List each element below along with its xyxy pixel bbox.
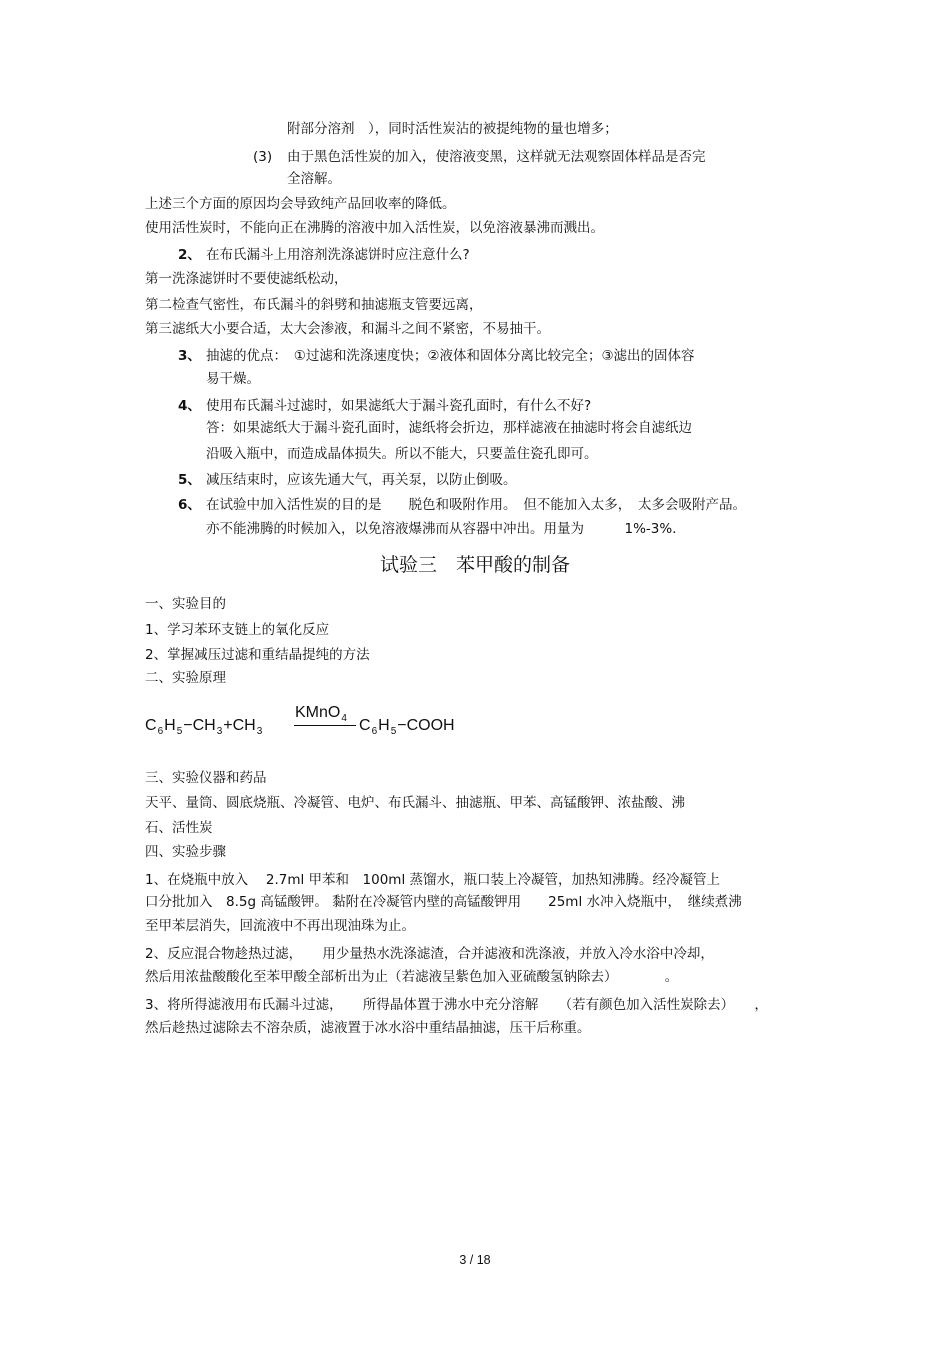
text-line: 上述三个方面的原因均会导致纯产品回收率的降低。 — [145, 196, 456, 212]
reaction-arrow — [294, 725, 356, 726]
question-line: 在布氏漏斗上用溶剂洗涤滤饼时应注意什么? — [206, 247, 470, 263]
text-line: 沿吸入瓶中，而造成晶体损失。所以不能大，只要盖住瓷孔即可。 — [206, 446, 598, 462]
text-line: 石、活性炭 — [145, 820, 213, 836]
item-number: (3) — [253, 149, 273, 165]
item-number: 4、 — [178, 398, 201, 414]
text-line: 1、在烧瓶中放入 2.7ml 甲苯和 100ml 蒸馏水，瓶口装上冷凝管，加热知沸腾。经冷凝管上 — [145, 872, 721, 888]
text-line: 在试验中加入活性炭的目的是 脱色和吸附作用。 但不能加入太多， 太多会吸附产品。 — [206, 497, 746, 513]
text-line: 减压结束时，应该先通大气，再关泵，以防止倒吸。 — [206, 472, 517, 488]
text-line: 答：如果滤纸大于漏斗瓷孔面时，滤纸将会折边，那样滤液在抽滤时将会自滤纸边 — [206, 420, 692, 436]
page-number: 3 / 18 — [459, 1253, 491, 1267]
text-line: 亦不能沸腾的时候加入，以免溶液爆沸而从容器中冲出。用量为 1%-3%． — [206, 521, 686, 537]
text-line: 由于黑色活性炭的加入，使溶液变黑，这样就无法观察固体样品是否完 — [287, 149, 706, 165]
heading: 二、实验原理 — [145, 670, 226, 686]
text-line: 3、将所得滤液用布氏漏斗过滤， 所得晶体置于沸水中充分溶解 （若有颜色加入活性炭除去） ， — [145, 997, 768, 1013]
text-line: 至甲苯层消失，回流液中不再出现油珠为止。 — [145, 918, 415, 934]
text-line: 附部分溶剂 ），同时活性炭沾的被提纯物的量也增多； — [287, 121, 618, 137]
text-line: 第二检查气密性，布氏漏斗的斜劈和抽滤瓶支管要远离， — [145, 297, 483, 313]
question-line: 使用布氏漏斗过滤时，如果滤纸大于漏斗瓷孔面时，有什么不好? — [206, 398, 592, 414]
text-line: 然后趁热过滤除去不溶杂质，滤液置于冰水浴中重结晶抽滤，压干后称重。 — [145, 1020, 591, 1036]
heading: 三、实验仪器和药品 — [145, 770, 267, 786]
item-number: 6、 — [178, 497, 201, 513]
text-line: 全溶解。 — [287, 171, 341, 187]
text-line: 使用活性炭时，不能向正在沸腾的溶液中加入活性炭，以免溶液暴沸而溅出。 — [145, 220, 604, 236]
item-number: 5、 — [178, 472, 201, 488]
section-title: 试验三 苯甲酸的制备 — [379, 554, 570, 576]
heading: 四、实验步骤 — [145, 844, 226, 860]
reactants: $C_6H_5-CH_3+CH_3$ — [145, 717, 263, 737]
list-item: 2、掌握减压过滤和重结晶提纯的方法 — [145, 647, 370, 663]
item-number: 3、 — [178, 348, 201, 364]
text-line: 第三滤纸大小要合适，太大会渗液，和漏斗之间不紧密，不易抽干。 — [145, 321, 550, 337]
text-line: 抽滤的优点： ①过滤和洗涤速度快；②液体和固体分离比较完全；③滤出的固体容 — [206, 348, 695, 364]
text-line: 2、反应混合物趁热过滤， 用少量热水洗涤滤渣，合并滤液和洗涤液，并放入冷水浴中冷却， — [145, 946, 714, 962]
reagent-label: KMnO$_4$ — [295, 704, 347, 724]
text-line: 然后用浓盐酸酸化至苯甲酸全部析出为止（若滤液呈紫色加入亚硫酸氢钠除去） 。 — [145, 969, 679, 985]
product: $C_6H_5-COOH$ — [359, 717, 455, 737]
text-line: 口分批加入 8.5g 高锰酸钾。 黏附在冷凝管内壁的高锰酸钾用 25ml 水冲入烧瓶中， 继续煮沸 — [145, 894, 742, 910]
heading: 一、实验目的 — [145, 596, 226, 612]
list-item: 1、学习苯环支链上的氧化反应 — [145, 622, 330, 638]
item-number: 2、 — [178, 247, 201, 263]
text-line: 天平、量筒、圆底烧瓶、冷凝管、电炉、布氏漏斗、抽滤瓶、甲苯、高锰酸钾、浓盐酸、沸 — [145, 795, 685, 811]
text-line: 易干燥。 — [206, 371, 260, 387]
text-line: 第一洗涤滤饼时不要使滤纸松动， — [145, 271, 348, 287]
